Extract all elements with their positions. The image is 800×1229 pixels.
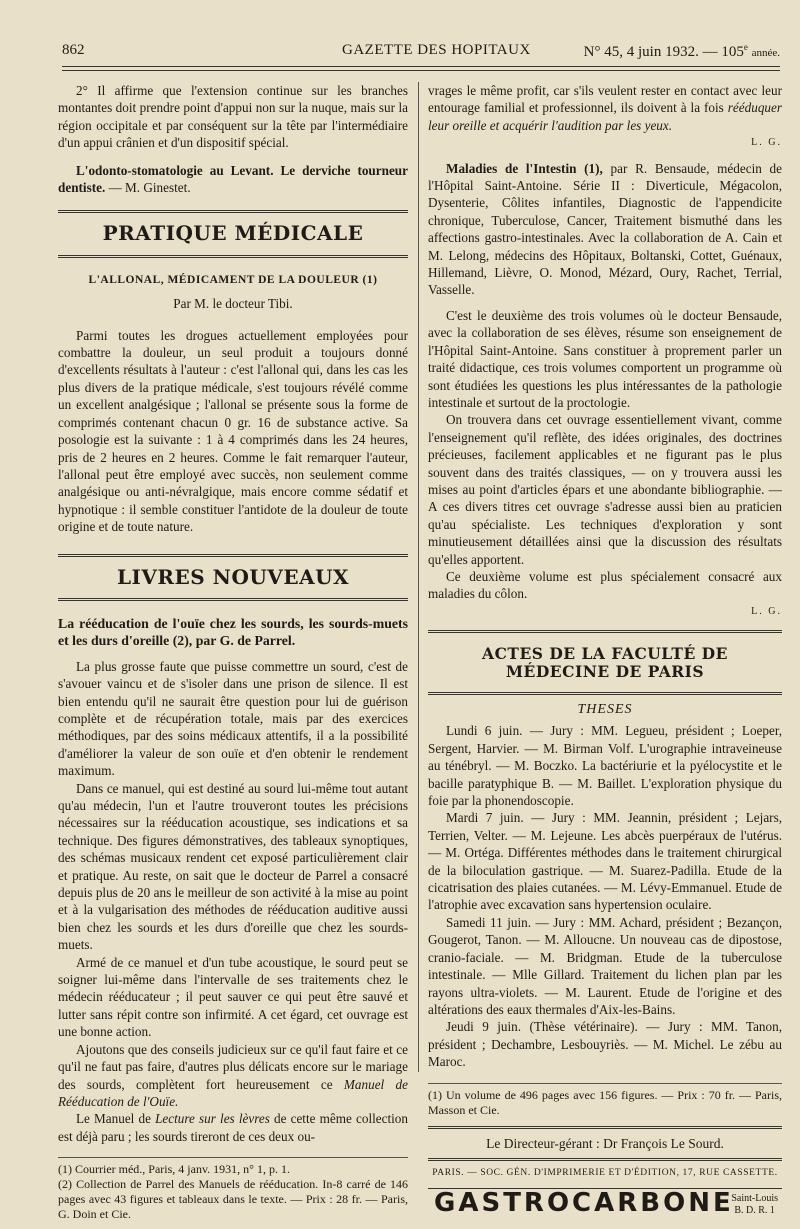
section-rule — [58, 554, 408, 557]
footnote-rule — [428, 1083, 782, 1084]
page-header — [62, 40, 780, 64]
footnote-right-1: (1) Un volume de 496 pages avec 156 figures. — Prix : 70 fr. — Paris, Masson et Cie. — [428, 1087, 782, 1117]
maladies-title: Maladies de l'Intestin (1), — [446, 160, 603, 176]
ad-subtext: Saint-Louis B. D. R. 1 — [731, 1193, 778, 1217]
theses-label: THESES — [577, 702, 633, 717]
section-title-pratique: PRATIQUE MÉDICALE — [102, 221, 364, 246]
imprint-line: PARIS. — SOC. GÉN. D'IMPRIMERIE ET D'ÉDITION, 17, RUE CASSETTE. — [432, 1167, 778, 1178]
theses-lundi: Lundi 6 juin. — Jury : MM. Legueu, président ; Loeper, Sergent, Harvier. — M. Birman Volf. L'urographie intraveineuse au ténébryl. — M. Boczko. La bactériurie et la pyélocystite et le bacille paratyphique B. — M. Baillet. L'exploration physique du foie par la phonendoscopie. — [428, 723, 782, 809]
header-rule-2 — [62, 70, 780, 71]
continuation-paragraph: vrages le même profit, car s'ils veulent rester en contact avec leur entourage familial et professionnel, ils doivent à la fois rééduquer leur oreille et acquérir l'audition par les yeux. — [428, 83, 782, 133]
section-rule — [428, 692, 782, 695]
footnote-1: (1) Courrier méd., Paris, 4 janv. 1931, n° 1, p. 1. — [58, 1162, 290, 1177]
theses-jeudi: Jeudi 9 juin. (Thèse vétérinaire). — Jury : MM. Tanon, président ; Dechambre, Lesbouyriès. — M. Michel. Le zébu au Maroc. — [428, 1019, 782, 1070]
right-column — [428, 82, 782, 1229]
book-paragraph-5: Le Manuel de Lecture sur les lèvres de cette même collection est déjà paru ; les sourds tireront de ces deux ou- — [58, 1111, 408, 1144]
book-paragraph-1: La plus grosse faute que puisse commettre un sourd, c'est de s'avouer vaincu et de s'isoler dans une prison de silence. Il est bien entendu qu'il ne saurait être question pour lui de guérison complète et de récupération totale, mais par des exercices méthodiques, par des soins médicaux attentifs, il a la possibilité d'améliorer la valeur de son ouïe et d'en obtenir le rendement maximum. — [58, 658, 408, 779]
odonto-title: L'odonto-stomatologie au Levant. Le derviche tourneur dentiste. — [58, 162, 408, 196]
left-column — [58, 82, 408, 1222]
issue-info: N° 45, 4 juin 1932. — 105e année. — [583, 42, 780, 60]
section-rule — [428, 630, 782, 633]
journal-name: GAZETTE DES HOPITAUX — [342, 42, 531, 58]
maladies-body: par R. Bensaude, médecin de l'Hôpital Saint-Antoine. Série II : Diverticule, Mégacolon, Dysenterie, Côlites infantiles, Diagnostic de l'appendicite chronique, Tuberculose, Cancer, Traitement bismuthé dans les affections gastro-intestinales. Avec la collaboration de A. Cain et M. Lelong, médecins des Hôpitaux, Boltanski, Cottet, Guénaux, Hillemand, Lièvre, O. Monod, Mézard, Oury, Rachet, Terrial, Vasselle. — [428, 160, 782, 298]
allonal-paragraph: Parmi toutes les drogues actuellement employées pour combattre la douleur, un seul produit a toujours donné d'excellents résultats à l'auteur : c'est l'allonal qui, dans les cas les plus divers de la pratique médicale, s'est toujours révélé comme un excellent analgésique ; l'allonal se présente sous la forme de comprimés contenant chacun 0 gr. 16 de substance active. Sa posologie est la suivante : 1 à 4 comprimés dans les 24 heures, pris de 2 heures en 2 heures. Comme le fait remarquer l'auteur, l'allonal peut être employé avec succès, non seulement comme analgésique ou anti-névralgique, mais encore comme sédatif et hypnotique : il semble constituer l'antidote de la douleur de toute origine et de toute nature. — [58, 327, 408, 535]
theses-mardi: Mardi 7 juin. — Jury : MM. Jeannin, président ; Lejars, Terrien, Velter. — M. Lejeune. Les abcès puerpéraux de l'utérus. — M. Ortéga. Différentes méthodes dans le traitement chirurgical de la biloculation gastrique. — M. Suarez-Padilla. Etude de la cicatrisation des plaies cutanées. — M. Lévy-Emmanuel. Etude de l'atrophie avec excavation sans hypertension oculaire. — [428, 810, 782, 913]
section-title-livres: LIVRES NOUVEAUX — [116, 564, 350, 589]
book-paragraph-3: Armé de ce manuel et d'un tube acoustique, le sourd peut se soigner lui-même dans l'intervalle de ses traitements chez le médecin rééducateur ; il peut sauver ce qui peut être sauvé et lutter sans répit contre son infirmité. A cet égard, cet ouvrage est une bonne action. — [58, 954, 408, 1040]
footnote-rule — [58, 1157, 408, 1158]
intro-paragraph: 2° Il affirme que l'extension continue sur les branches montantes doit prendre point d'appui non sur la nuque, mais sur la région occipitale et par conséquent sur la tête par l'intermédiaire d'un appui crânien et d'un dispositif spécial. — [58, 83, 408, 151]
book-title: La rééducation de l'ouïe chez les sourds, les sourds-muets et les durs d'oreille (2), par G. de Parrel. — [58, 615, 408, 649]
section-rule — [58, 255, 408, 258]
book-paragraph-2: Dans ce manuel, qui est destiné au sourd lui-même tout autant qu'au médecin, l'un et l'autre trouveront toutes les précisions nécessaires sur la rééducation acoustique, ses indications et sa technique. Des figures démonstratives, des tableaux synoptiques, des schémas musicaux rendent cet exposé particulièrement clair et pratique. Au reste, on sait que le docteur de Parrel a consacré depuis plus de 20 ans le meilleur de son activité à la mise au point et à la vulgarisation des méthodes de rééducation auditive aussi bien chez les sourds et les durs d'oreille que chez les sourds-muets. — [58, 780, 408, 953]
theses-samedi: Samedi 11 juin. — Jury : MM. Achard, président ; Bezançon, Gougerot, Tanon. — M. Alloucne. Un nouveau cas de dipostose, cranio-faciale. — M. Bridgman. Etude de la tuberculose intestinale. — Mlle Gillard. Traitement du lichen plan par les rayons ultra-violets. — M. Laurent. Etude de l'origine et des altérations des eaux thermales d'Aix-les-Bains. — [428, 914, 782, 1017]
section-title-actes: ACTES DE LA FACULTÉ DE MÉDECINE DE PARIS — [482, 644, 728, 681]
signature: L. G. — [751, 137, 782, 149]
advertisement — [428, 1188, 782, 1229]
section-rule — [58, 598, 408, 601]
page-number: 862 — [62, 42, 85, 58]
director-line: Le Directeur-gérant : Dr François Le Sourd. — [428, 1126, 782, 1161]
column-separator — [418, 82, 419, 1072]
footnote-2: (2) Collection de Parrel des Manuels de rééducation. In-8 carré de 146 pages avec 43 figures et tableaux dans le texte. — Prix : 28 fr. — Paris, G. Doin et Cie. — [58, 1177, 408, 1222]
maladies-paragraph-1: C'est le deuxième des trois volumes où le docteur Bensaude, avec la collaboration de ses élèves, résume son enseignement de l'Hôpital Saint-Antoine. Sans constituer à proprement parler un traité didactique, ces trois volumes comportent un programme où sont étudiées les questions les plus intéressantes de la pathologie intestinale et surtout de la proctologie. — [428, 307, 782, 410]
allonal-title: L'ALLONAL, MÉDICAMENT DE LA DOULEUR (1) — [88, 273, 378, 286]
odonto-entry — [58, 162, 408, 197]
allonal-author: Par M. le docteur Tibi. — [173, 296, 293, 312]
maladies-paragraph-2: On trouvera dans cet ouvrage essentiellement vivant, comme l'enseignement qu'il reflète, des idées originales, des doctrines précieuses, facilement applicables et ne figurant pas le plus souvent dans des traités classiques, — on y trouvera aussi les mises au point d'articles épars et une abondante bibliographie. — A ces divers titres cet ouvrage s'adresse aussi bien au praticien qu'au spécialiste. Les techniques d'exploration y sont minutieusement détaillées ainsi que la discussion des résultats qu'elles apportent. — [428, 412, 782, 567]
ad-brand: GASTROCARBONE — [434, 1188, 734, 1219]
signature: L. G. — [751, 605, 782, 617]
book-paragraph-4: Ajoutons que des conseils judicieux sur ce qu'il faut faire et ce qu'il ne faut pas faire, d'autres plus délicats encore sur le mariage des sourds, complètent fort heureusement ce Manuel de Rééducation de l'Ouïe. — [58, 1041, 408, 1109]
header-rule — [62, 66, 780, 67]
odonto-author: — M. Ginestet. — [108, 180, 191, 196]
maladies-paragraph-3: Ce deuxième volume est plus spécialement consacré aux maladies du côlon. — [428, 568, 782, 602]
maladies-entry — [428, 160, 782, 299]
section-rule — [58, 210, 408, 213]
